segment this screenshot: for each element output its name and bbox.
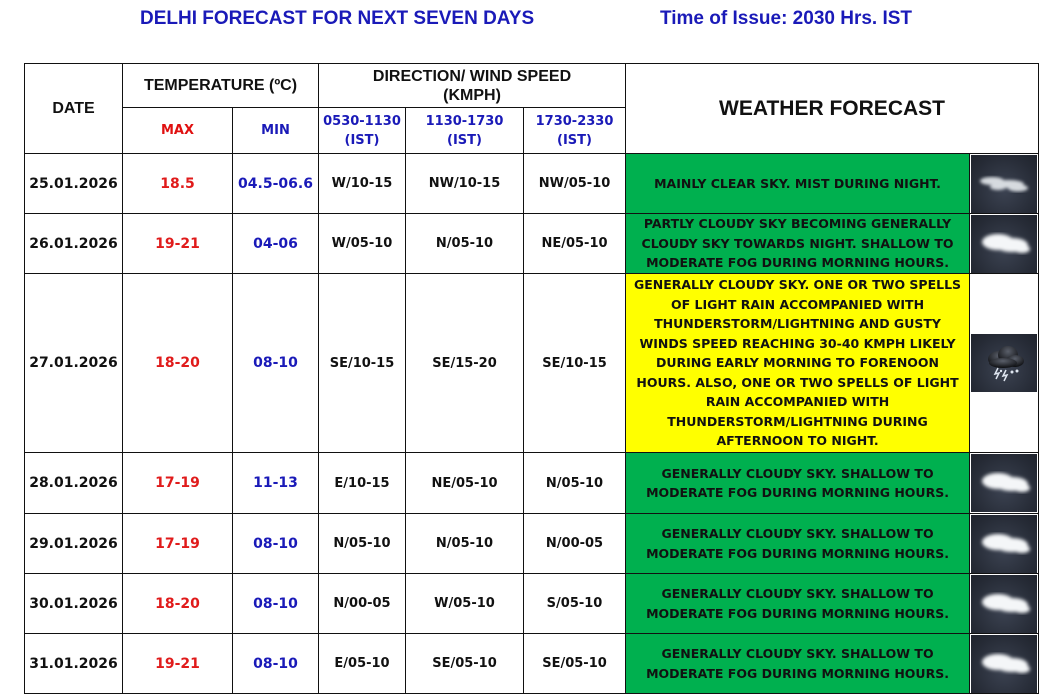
wind-cell: N/00-05 [524,514,626,574]
wind-cell: SE/10-15 [524,274,626,453]
header-temperature: TEMPERATURE (ºC) [123,64,319,108]
table-row [25,453,1039,514]
max-temp-cell: 18.5 [123,154,233,214]
table-row [25,574,1039,634]
wind-cell: SE/05-10 [524,634,626,694]
fog-cloud-icon [971,215,1037,273]
max-temp-cell: 19-21 [123,214,233,274]
date-cell: 30.01.2026 [25,574,123,634]
max-temp-cell: 17-19 [123,514,233,574]
wind-cell: W/05-10 [319,214,406,274]
table-row [25,274,1039,453]
max-temp-cell: 19-21 [123,634,233,694]
wind-cell: NE/05-10 [524,214,626,274]
date-cell: 29.01.2026 [25,514,123,574]
thunderstorm-icon [971,334,1037,392]
max-temp-cell: 17-19 [123,453,233,514]
table-row [25,514,1039,574]
wind-cell: N/05-10 [524,453,626,514]
page-title: DELHI FORECAST FOR NEXT SEVEN DAYS [140,8,535,29]
fog-cloud-icon [971,454,1037,512]
header-wind-slot-3: 1730-2330 (IST) [524,108,626,154]
header-wind: DIRECTION/ WIND SPEED (KMPH) [319,64,626,108]
wind-cell: W/10-15 [319,154,406,214]
time-of-issue: Time of Issue: 2030 Hrs. IST [660,8,913,29]
min-temp-cell: 04-06 [233,214,319,274]
header-min: MIN [233,108,319,154]
forecast-table [24,63,1039,694]
table-row [25,634,1039,694]
fog-cloud-icon [971,515,1037,573]
min-temp-cell: 08-10 [233,274,319,453]
mist-icon [971,155,1037,213]
date-cell: 31.01.2026 [25,634,123,694]
wind-cell: S/05-10 [524,574,626,634]
fog-cloud-icon [971,575,1037,633]
wind-cell: NE/05-10 [406,453,524,514]
date-cell: 28.01.2026 [25,453,123,514]
header-wind-slot-1: 0530-1130 (IST) [319,108,406,154]
fog-cloud-icon [971,635,1037,693]
wind-cell: SE/10-15 [319,274,406,453]
min-temp-cell: 04.5-06.6 [233,154,319,214]
min-temp-cell: 08-10 [233,634,319,694]
max-temp-cell: 18-20 [123,574,233,634]
wind-cell: SE/15-20 [406,274,524,453]
forecast-cell: GENERALLY CLOUDY SKY. SHALLOW TO MODERATE FOG DURING MORNING HOURS. [626,574,970,634]
forecast-cell: PARTLY CLOUDY SKY BECOMING GENERALLY CLOUDY SKY TOWARDS NIGHT. SHALLOW TO MODERATE FOG DURING MORNING HOURS. [626,214,970,274]
forecast-cell: GENERALLY CLOUDY SKY. SHALLOW TO MODERATE FOG DURING MORNING HOURS. [626,453,970,514]
header-weather-forecast: WEATHER FORECAST [626,64,1039,154]
wind-cell: E/05-10 [319,634,406,694]
wind-cell: SE/05-10 [406,634,524,694]
forecast-cell: GENERALLY CLOUDY SKY. SHALLOW TO MODERATE FOG DURING MORNING HOURS. [626,514,970,574]
forecast-cell: MAINLY CLEAR SKY. MIST DURING NIGHT. [626,154,970,214]
header-max: MAX [123,108,233,154]
wind-cell: N/00-05 [319,574,406,634]
forecast-cell: GENERALLY CLOUDY SKY. SHALLOW TO MODERATE FOG DURING MORNING HOURS. [626,634,970,694]
wind-cell: N/05-10 [319,514,406,574]
forecast-cell: GENERALLY CLOUDY SKY. ONE OR TWO SPELLS OF LIGHT RAIN ACCOMPANIED WITH THUNDERSTORM/LIGHTNING AND GUSTY WINDS SPEED REACHING 30-40 KMPH LIKELY DURING EARLY MORNING TO FORENOON HOURS. ALSO, ONE OR TWO SPELLS OF LIGHT RAIN ACCOMPANIED WITH THUNDERSTORM/LIGHTNING DURING AFTERNOON TO NIGHT. [626,274,970,453]
header-date: DATE [25,64,123,154]
date-cell: 25.01.2026 [25,154,123,214]
date-cell: 27.01.2026 [25,274,123,453]
min-temp-cell: 08-10 [233,514,319,574]
wind-cell: N/05-10 [406,214,524,274]
table-row [25,214,1039,274]
max-temp-cell: 18-20 [123,274,233,453]
table-row [25,154,1039,214]
wind-cell: N/05-10 [406,514,524,574]
min-temp-cell: 11-13 [233,453,319,514]
min-temp-cell: 08-10 [233,574,319,634]
header-wind-slot-2: 1130-1730 (IST) [406,108,524,154]
wind-cell: W/05-10 [406,574,524,634]
wind-cell: NW/10-15 [406,154,524,214]
wind-cell: E/10-15 [319,453,406,514]
wind-cell: NW/05-10 [524,154,626,214]
date-cell: 26.01.2026 [25,214,123,274]
